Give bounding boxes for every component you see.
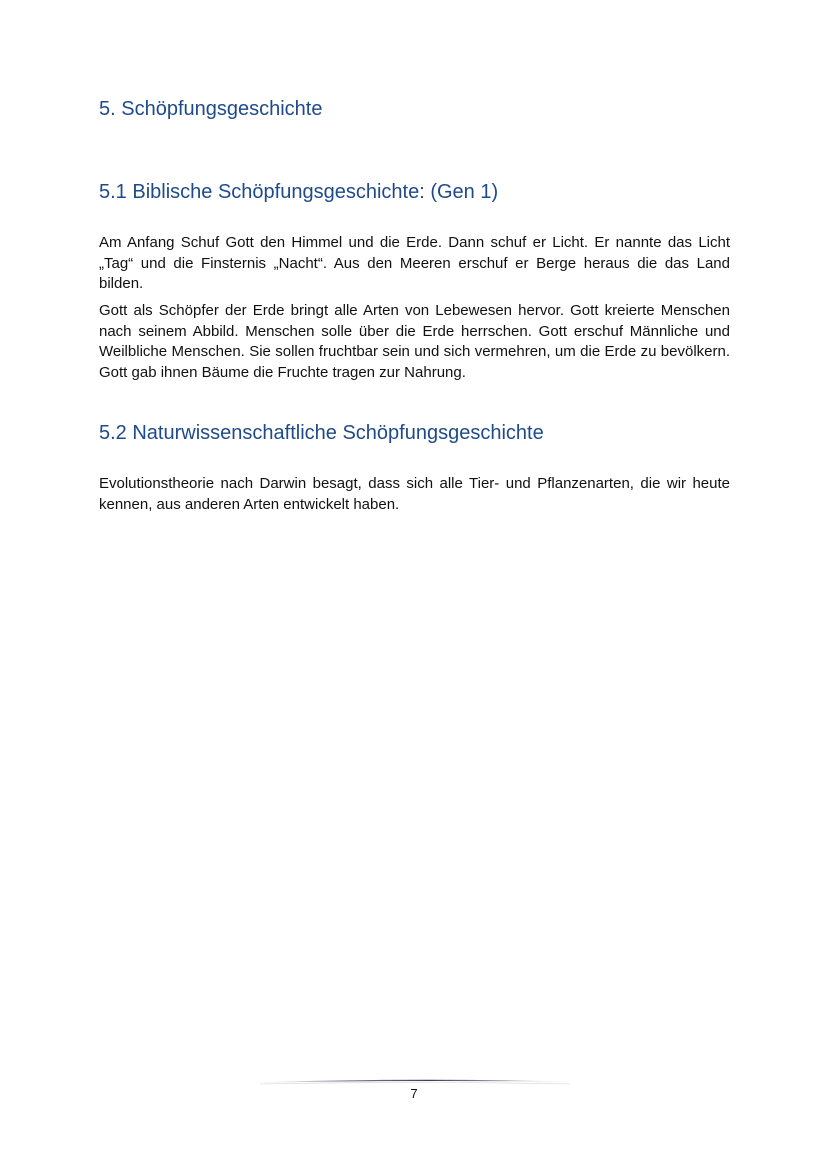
paragraph-biblical-1: Am Anfang Schuf Gott den Himmel und die Erde. Dann schuf er Licht. Er nannte das Licht „Tag“ und die Finsternis „Nacht“. Aus den Meeren erschuf er Berge heraus die das Land bilden.: [99, 234, 730, 292]
footer-swoosh-divider: [240, 1076, 585, 1086]
paragraph-biblical-2: Gott als Schöpfer der Erde bringt alle Arten von Lebewesen hervor. Gott kreierte Menschen nach seinem Abbild. Menschen solle über die Erde herrschen. Gott erschuf Männliche und Weilbliche Menschen. Sie sollen fruchtbar sein und sich vermehren, um die Erde zu bevölkern. Gott gab ihnen Bäume die Fruchte tragen zur Nahrung.: [99, 302, 730, 381]
page-number: 7: [410, 1086, 418, 1101]
section-title: 5. Schöpfungsgeschichte: [99, 98, 323, 120]
paragraph-scientific-1: Evolutionstheorie nach Darwin besagt, dass sich alle Tier- und Pflanzenarten, die wir heute kennen, aus anderen Arten entwickelt haben.: [99, 475, 730, 513]
subsection-title-scientific: 5.2 Naturwissenschaftliche Schöpfungsgeschichte: [99, 422, 544, 444]
subsection-title-biblical: 5.1 Biblische Schöpfungsgeschichte: (Gen 1): [99, 181, 499, 203]
